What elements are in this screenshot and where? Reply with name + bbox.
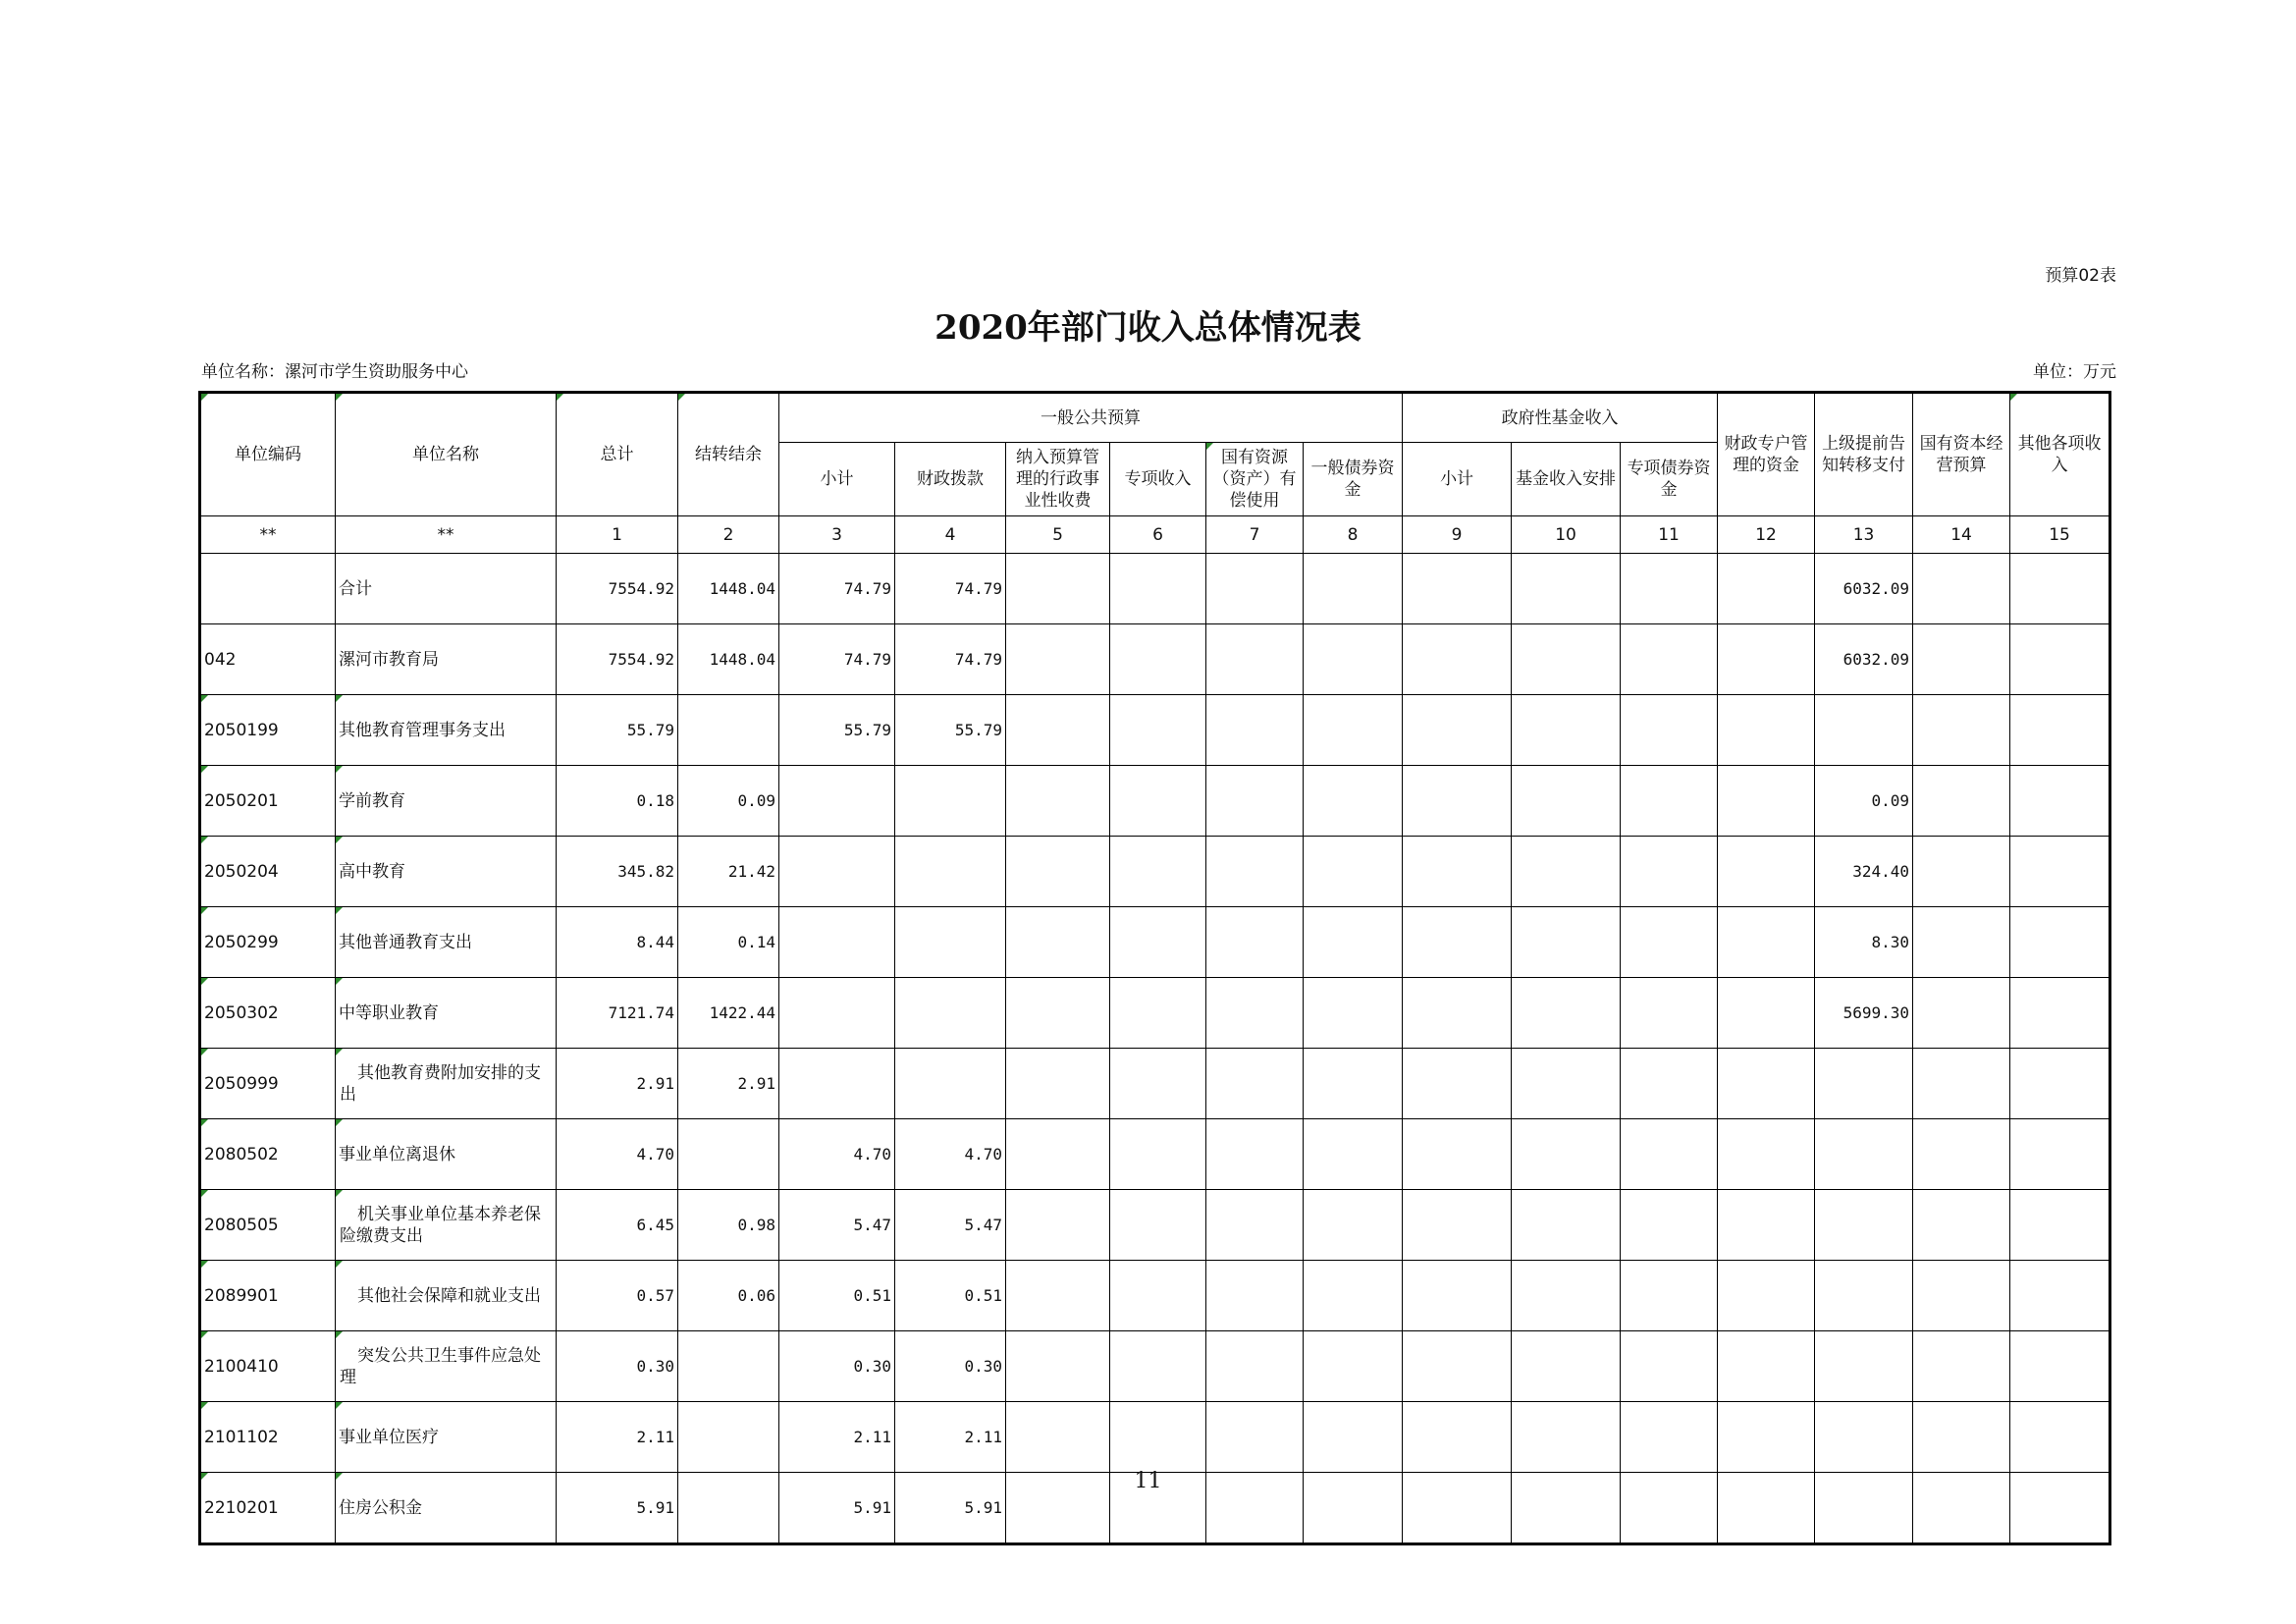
empty-cell <box>1006 624 1110 695</box>
empty-cell <box>1512 1402 1621 1473</box>
empty-cell <box>1110 695 1206 766</box>
cell-c4: 55.79 <box>895 695 1006 766</box>
empty-cell <box>2010 1331 2110 1402</box>
cell-name: 其他社会保障和就业支出 <box>336 1261 557 1331</box>
cell-c3: 4.70 <box>779 1119 895 1190</box>
cell-c13 <box>1815 1402 1913 1473</box>
column-number: 13 <box>1815 516 1913 554</box>
empty-cell <box>1304 695 1403 766</box>
empty-cell <box>1006 978 1110 1049</box>
cell-c13: 6032.09 <box>1815 624 1913 695</box>
empty-cell <box>2010 624 2110 695</box>
cell-name: 突发公共卫生事件应急处理 <box>336 1331 557 1402</box>
cell-name: 其他普通教育支出 <box>336 907 557 978</box>
empty-cell <box>2010 1119 2110 1190</box>
header-state-assets: 国有资源（资产）有偿使用 <box>1206 443 1304 516</box>
empty-cell <box>1621 554 1718 624</box>
empty-cell <box>1512 978 1621 1049</box>
header-other-income: 其他各项收入 <box>2010 393 2110 516</box>
empty-cell <box>1621 1261 1718 1331</box>
empty-cell <box>1512 1331 1621 1402</box>
cell-name: 事业单位离退休 <box>336 1119 557 1190</box>
empty-cell <box>1206 1261 1304 1331</box>
cell-code: 2050299 <box>200 907 336 978</box>
column-number: 7 <box>1206 516 1304 554</box>
empty-cell <box>1913 978 2010 1049</box>
empty-cell <box>1206 837 1304 907</box>
cell-carryover <box>678 1331 779 1402</box>
cell-code: 2050999 <box>200 1049 336 1119</box>
header-total: 总计 <box>557 393 678 516</box>
cell-c13: 6032.09 <box>1815 554 1913 624</box>
empty-cell <box>1206 695 1304 766</box>
header-general-bond: 一般债券资金 <box>1304 443 1403 516</box>
empty-cell <box>1718 837 1815 907</box>
cell-carryover: 0.14 <box>678 907 779 978</box>
cell-c3: 2.11 <box>779 1402 895 1473</box>
column-number: ** <box>200 516 336 554</box>
cell-carryover: 21.42 <box>678 837 779 907</box>
empty-cell <box>1206 978 1304 1049</box>
cell-name: 学前教育 <box>336 766 557 837</box>
header-carryover: 结转结余 <box>678 393 779 516</box>
empty-cell <box>1304 978 1403 1049</box>
empty-cell <box>1403 1402 1512 1473</box>
cell-total: 0.18 <box>557 766 678 837</box>
cell-name: 住房公积金 <box>336 1473 557 1544</box>
empty-cell <box>1006 837 1110 907</box>
cell-code: 2050302 <box>200 978 336 1049</box>
empty-cell <box>1718 554 1815 624</box>
cell-total: 7554.92 <box>557 624 678 695</box>
empty-cell <box>1304 1119 1403 1190</box>
table-row <box>200 624 2110 695</box>
cell-c4: 5.47 <box>895 1190 1006 1261</box>
empty-cell <box>2010 1049 2110 1119</box>
empty-cell <box>1621 766 1718 837</box>
cell-c3 <box>779 1049 895 1119</box>
cell-c4 <box>895 766 1006 837</box>
table-row <box>200 1331 2110 1402</box>
empty-cell <box>1304 907 1403 978</box>
header-upper-advance: 上级提前告知转移支付 <box>1815 393 1913 516</box>
page-title: 2020年部门收入总体情况表 <box>934 308 1362 348</box>
empty-cell <box>1403 1049 1512 1119</box>
cell-carryover: 0.98 <box>678 1190 779 1261</box>
empty-cell <box>1006 1049 1110 1119</box>
cell-code: 2101102 <box>200 1402 336 1473</box>
table-row <box>200 1190 2110 1261</box>
empty-cell <box>1512 1049 1621 1119</box>
empty-cell <box>1621 1190 1718 1261</box>
cell-c13: 0.09 <box>1815 766 1913 837</box>
cell-total: 55.79 <box>557 695 678 766</box>
empty-cell <box>1913 1049 2010 1119</box>
empty-cell <box>1110 907 1206 978</box>
column-number: 4 <box>895 516 1006 554</box>
header-fund-subtotal: 小计 <box>1403 443 1512 516</box>
empty-cell <box>1403 624 1512 695</box>
empty-cell <box>1110 837 1206 907</box>
header-fiscal-alloc: 财政拨款 <box>895 443 1006 516</box>
empty-cell <box>1403 1190 1512 1261</box>
header-admin-fees: 纳入预算管理的行政事业性收费 <box>1006 443 1110 516</box>
empty-cell <box>1913 624 2010 695</box>
cell-name: 合计 <box>336 554 557 624</box>
empty-cell <box>2010 766 2110 837</box>
cell-c4 <box>895 978 1006 1049</box>
cell-name: 高中教育 <box>336 837 557 907</box>
cell-total: 6.45 <box>557 1190 678 1261</box>
empty-cell <box>1621 1402 1718 1473</box>
cell-c3 <box>779 978 895 1049</box>
empty-cell <box>1913 1190 2010 1261</box>
form-id: 预算02表 <box>2045 266 2116 286</box>
empty-cell <box>1006 1190 1110 1261</box>
cell-c3 <box>779 907 895 978</box>
income-table <box>198 391 2111 1545</box>
empty-cell <box>1718 695 1815 766</box>
cell-code: 2080505 <box>200 1190 336 1261</box>
cell-c4: 2.11 <box>895 1402 1006 1473</box>
empty-cell <box>1403 554 1512 624</box>
column-number: 8 <box>1304 516 1403 554</box>
cell-name: 机关事业单位基本养老保险缴费支出 <box>336 1190 557 1261</box>
header-code: 单位编码 <box>200 393 336 516</box>
empty-cell <box>1621 624 1718 695</box>
empty-cell <box>1718 624 1815 695</box>
cell-c3: 5.91 <box>779 1473 895 1544</box>
page-number: 11 <box>1134 1469 1162 1493</box>
header-name: 单位名称 <box>336 393 557 516</box>
cell-total: 2.11 <box>557 1402 678 1473</box>
empty-cell <box>1913 1261 2010 1331</box>
empty-cell <box>1718 766 1815 837</box>
cell-total: 4.70 <box>557 1119 678 1190</box>
cell-c3: 74.79 <box>779 554 895 624</box>
empty-cell <box>1110 1119 1206 1190</box>
cell-carryover: 0.09 <box>678 766 779 837</box>
empty-cell <box>1206 1119 1304 1190</box>
empty-cell <box>1512 907 1621 978</box>
empty-cell <box>1110 1190 1206 1261</box>
empty-cell <box>1304 1049 1403 1119</box>
empty-cell <box>1206 907 1304 978</box>
cell-c13 <box>1815 695 1913 766</box>
empty-cell <box>2010 695 2110 766</box>
header-fiscal-special: 财政专户管理的资金 <box>1718 393 1815 516</box>
header-state-capital: 国有资本经营预算 <box>1913 393 2010 516</box>
empty-cell <box>1718 907 1815 978</box>
empty-cell <box>1006 766 1110 837</box>
cell-c3 <box>779 766 895 837</box>
empty-cell <box>1110 554 1206 624</box>
empty-cell <box>1621 1119 1718 1190</box>
column-number: ** <box>336 516 557 554</box>
cell-c13 <box>1815 1261 1913 1331</box>
cell-carryover: 1422.44 <box>678 978 779 1049</box>
empty-cell <box>1304 1190 1403 1261</box>
cell-carryover: 1448.04 <box>678 554 779 624</box>
empty-cell <box>1206 554 1304 624</box>
column-number: 6 <box>1110 516 1206 554</box>
unit-label: 单位：万元 <box>2033 362 2116 382</box>
header-general-budget: 一般公共预算 <box>779 393 1403 443</box>
empty-cell <box>1913 1331 2010 1402</box>
table-row <box>200 1119 2110 1190</box>
empty-cell <box>1110 624 1206 695</box>
cell-c13 <box>1815 1331 1913 1402</box>
cell-c13 <box>1815 1190 1913 1261</box>
empty-cell <box>1621 1331 1718 1402</box>
table-row <box>200 695 2110 766</box>
cell-code <box>200 554 336 624</box>
cell-total: 345.82 <box>557 837 678 907</box>
empty-cell <box>1512 1190 1621 1261</box>
empty-cell <box>1403 1119 1512 1190</box>
empty-cell <box>1913 554 2010 624</box>
empty-cell <box>1718 1261 1815 1331</box>
empty-cell <box>1206 1331 1304 1402</box>
empty-cell <box>1913 695 2010 766</box>
empty-cell <box>2010 837 2110 907</box>
empty-cell <box>1621 837 1718 907</box>
header-fund-arrange: 基金收入安排 <box>1512 443 1621 516</box>
cell-name: 中等职业教育 <box>336 978 557 1049</box>
cell-carryover <box>678 1119 779 1190</box>
table-row <box>200 1402 2110 1473</box>
cell-total: 2.91 <box>557 1049 678 1119</box>
empty-cell <box>1512 1119 1621 1190</box>
column-number: 1 <box>557 516 678 554</box>
empty-cell <box>1110 1261 1206 1331</box>
header-special-income: 专项收入 <box>1110 443 1206 516</box>
empty-cell <box>2010 1402 2110 1473</box>
empty-cell <box>1206 1402 1304 1473</box>
empty-cell <box>1718 1190 1815 1261</box>
empty-cell <box>1206 766 1304 837</box>
cell-name: 其他教育管理事务支出 <box>336 695 557 766</box>
cell-c4: 74.79 <box>895 624 1006 695</box>
empty-cell <box>1512 624 1621 695</box>
cell-total: 0.57 <box>557 1261 678 1331</box>
empty-cell <box>1718 1119 1815 1190</box>
cell-c3: 0.51 <box>779 1261 895 1331</box>
empty-cell <box>1206 1049 1304 1119</box>
cell-c3: 5.47 <box>779 1190 895 1261</box>
column-number: 5 <box>1006 516 1110 554</box>
empty-cell <box>1110 1331 1206 1402</box>
cell-code: 042 <box>200 624 336 695</box>
empty-cell <box>1006 907 1110 978</box>
empty-cell <box>1403 766 1512 837</box>
cell-code: 2050201 <box>200 766 336 837</box>
cell-total: 7554.92 <box>557 554 678 624</box>
cell-c3: 0.30 <box>779 1331 895 1402</box>
cell-c3: 55.79 <box>779 695 895 766</box>
cell-c4 <box>895 837 1006 907</box>
empty-cell <box>1913 766 2010 837</box>
cell-c4: 74.79 <box>895 554 1006 624</box>
cell-c3 <box>779 837 895 907</box>
cell-total: 8.44 <box>557 907 678 978</box>
empty-cell <box>1304 1331 1403 1402</box>
empty-cell <box>1512 695 1621 766</box>
empty-cell <box>2010 907 2110 978</box>
empty-cell <box>1110 1049 1206 1119</box>
empty-cell <box>1403 978 1512 1049</box>
empty-cell <box>1913 1119 2010 1190</box>
cell-code: 2100410 <box>200 1331 336 1402</box>
cell-total: 5.91 <box>557 1473 678 1544</box>
cell-code: 2080502 <box>200 1119 336 1190</box>
empty-cell <box>1621 1049 1718 1119</box>
empty-cell <box>1403 907 1512 978</box>
empty-cell <box>1512 766 1621 837</box>
table-row <box>200 554 2110 624</box>
empty-cell <box>1206 624 1304 695</box>
empty-cell <box>1621 695 1718 766</box>
table-row <box>200 907 2110 978</box>
empty-cell <box>1621 978 1718 1049</box>
cell-c13 <box>1815 1119 1913 1190</box>
cell-c4: 4.70 <box>895 1119 1006 1190</box>
empty-cell <box>1403 837 1512 907</box>
empty-cell <box>1913 1402 2010 1473</box>
cell-c13 <box>1815 1049 1913 1119</box>
empty-cell <box>1403 1261 1512 1331</box>
header-gov-fund: 政府性基金收入 <box>1403 393 1718 443</box>
empty-cell <box>1206 1190 1304 1261</box>
column-number: 3 <box>779 516 895 554</box>
empty-cell <box>1403 1331 1512 1402</box>
empty-cell <box>2010 554 2110 624</box>
cell-name: 其他教育费附加安排的支出 <box>336 1049 557 1119</box>
empty-cell <box>1304 624 1403 695</box>
column-number: 2 <box>678 516 779 554</box>
column-number: 10 <box>1512 516 1621 554</box>
table-row <box>200 837 2110 907</box>
empty-cell <box>1304 1261 1403 1331</box>
header-subtotal: 小计 <box>779 443 895 516</box>
column-number: 11 <box>1621 516 1718 554</box>
table-row <box>200 978 2110 1049</box>
empty-cell <box>1006 695 1110 766</box>
empty-cell <box>1718 1402 1815 1473</box>
column-number: 14 <box>1913 516 2010 554</box>
header-special-bond: 专项债券资金 <box>1621 443 1718 516</box>
empty-cell <box>1718 1331 1815 1402</box>
empty-cell <box>1006 1331 1110 1402</box>
cell-c3: 74.79 <box>779 624 895 695</box>
empty-cell <box>1512 837 1621 907</box>
cell-c4 <box>895 1049 1006 1119</box>
unit-name: 单位名称：漯河市学生资助服务中心 <box>201 362 468 382</box>
cell-code: 2050199 <box>200 695 336 766</box>
cell-code: 2089901 <box>200 1261 336 1331</box>
empty-cell <box>1913 907 2010 978</box>
empty-cell <box>1006 554 1110 624</box>
empty-cell <box>1110 766 1206 837</box>
empty-cell <box>1304 766 1403 837</box>
cell-total: 7121.74 <box>557 978 678 1049</box>
empty-cell <box>1110 978 1206 1049</box>
cell-code: 2050204 <box>200 837 336 907</box>
cell-carryover <box>678 1402 779 1473</box>
empty-cell <box>1304 554 1403 624</box>
cell-c13: 324.40 <box>1815 837 1913 907</box>
column-number-row <box>200 516 2110 554</box>
empty-cell <box>1718 978 1815 1049</box>
empty-cell <box>1718 1049 1815 1119</box>
cell-c13: 5699.30 <box>1815 978 1913 1049</box>
empty-cell <box>1006 1402 1110 1473</box>
empty-cell <box>1512 554 1621 624</box>
cell-total: 0.30 <box>557 1331 678 1402</box>
empty-cell <box>2010 978 2110 1049</box>
cell-name: 事业单位医疗 <box>336 1402 557 1473</box>
empty-cell <box>1304 837 1403 907</box>
table-row <box>200 766 2110 837</box>
empty-cell <box>2010 1261 2110 1331</box>
empty-cell <box>1512 1261 1621 1331</box>
table-row <box>200 1261 2110 1331</box>
empty-cell <box>1006 1119 1110 1190</box>
cell-carryover: 1448.04 <box>678 624 779 695</box>
empty-cell <box>1913 837 2010 907</box>
cell-c4: 0.30 <box>895 1331 1006 1402</box>
empty-cell <box>1006 1261 1110 1331</box>
cell-carryover <box>678 695 779 766</box>
empty-cell <box>1621 907 1718 978</box>
empty-cell <box>1110 1402 1206 1473</box>
cell-carryover: 2.91 <box>678 1049 779 1119</box>
column-number: 12 <box>1718 516 1815 554</box>
cell-carryover: 0.06 <box>678 1261 779 1331</box>
cell-name: 漯河市教育局 <box>336 624 557 695</box>
table-row <box>200 1049 2110 1119</box>
column-number: 9 <box>1403 516 1512 554</box>
column-number: 15 <box>2010 516 2110 554</box>
empty-cell <box>2010 1190 2110 1261</box>
cell-c13: 8.30 <box>1815 907 1913 978</box>
cell-code: 2210201 <box>200 1473 336 1544</box>
empty-cell <box>1403 695 1512 766</box>
cell-c4: 5.91 <box>895 1473 1006 1544</box>
empty-cell <box>1304 1402 1403 1473</box>
cell-c4: 0.51 <box>895 1261 1006 1331</box>
cell-c4 <box>895 907 1006 978</box>
